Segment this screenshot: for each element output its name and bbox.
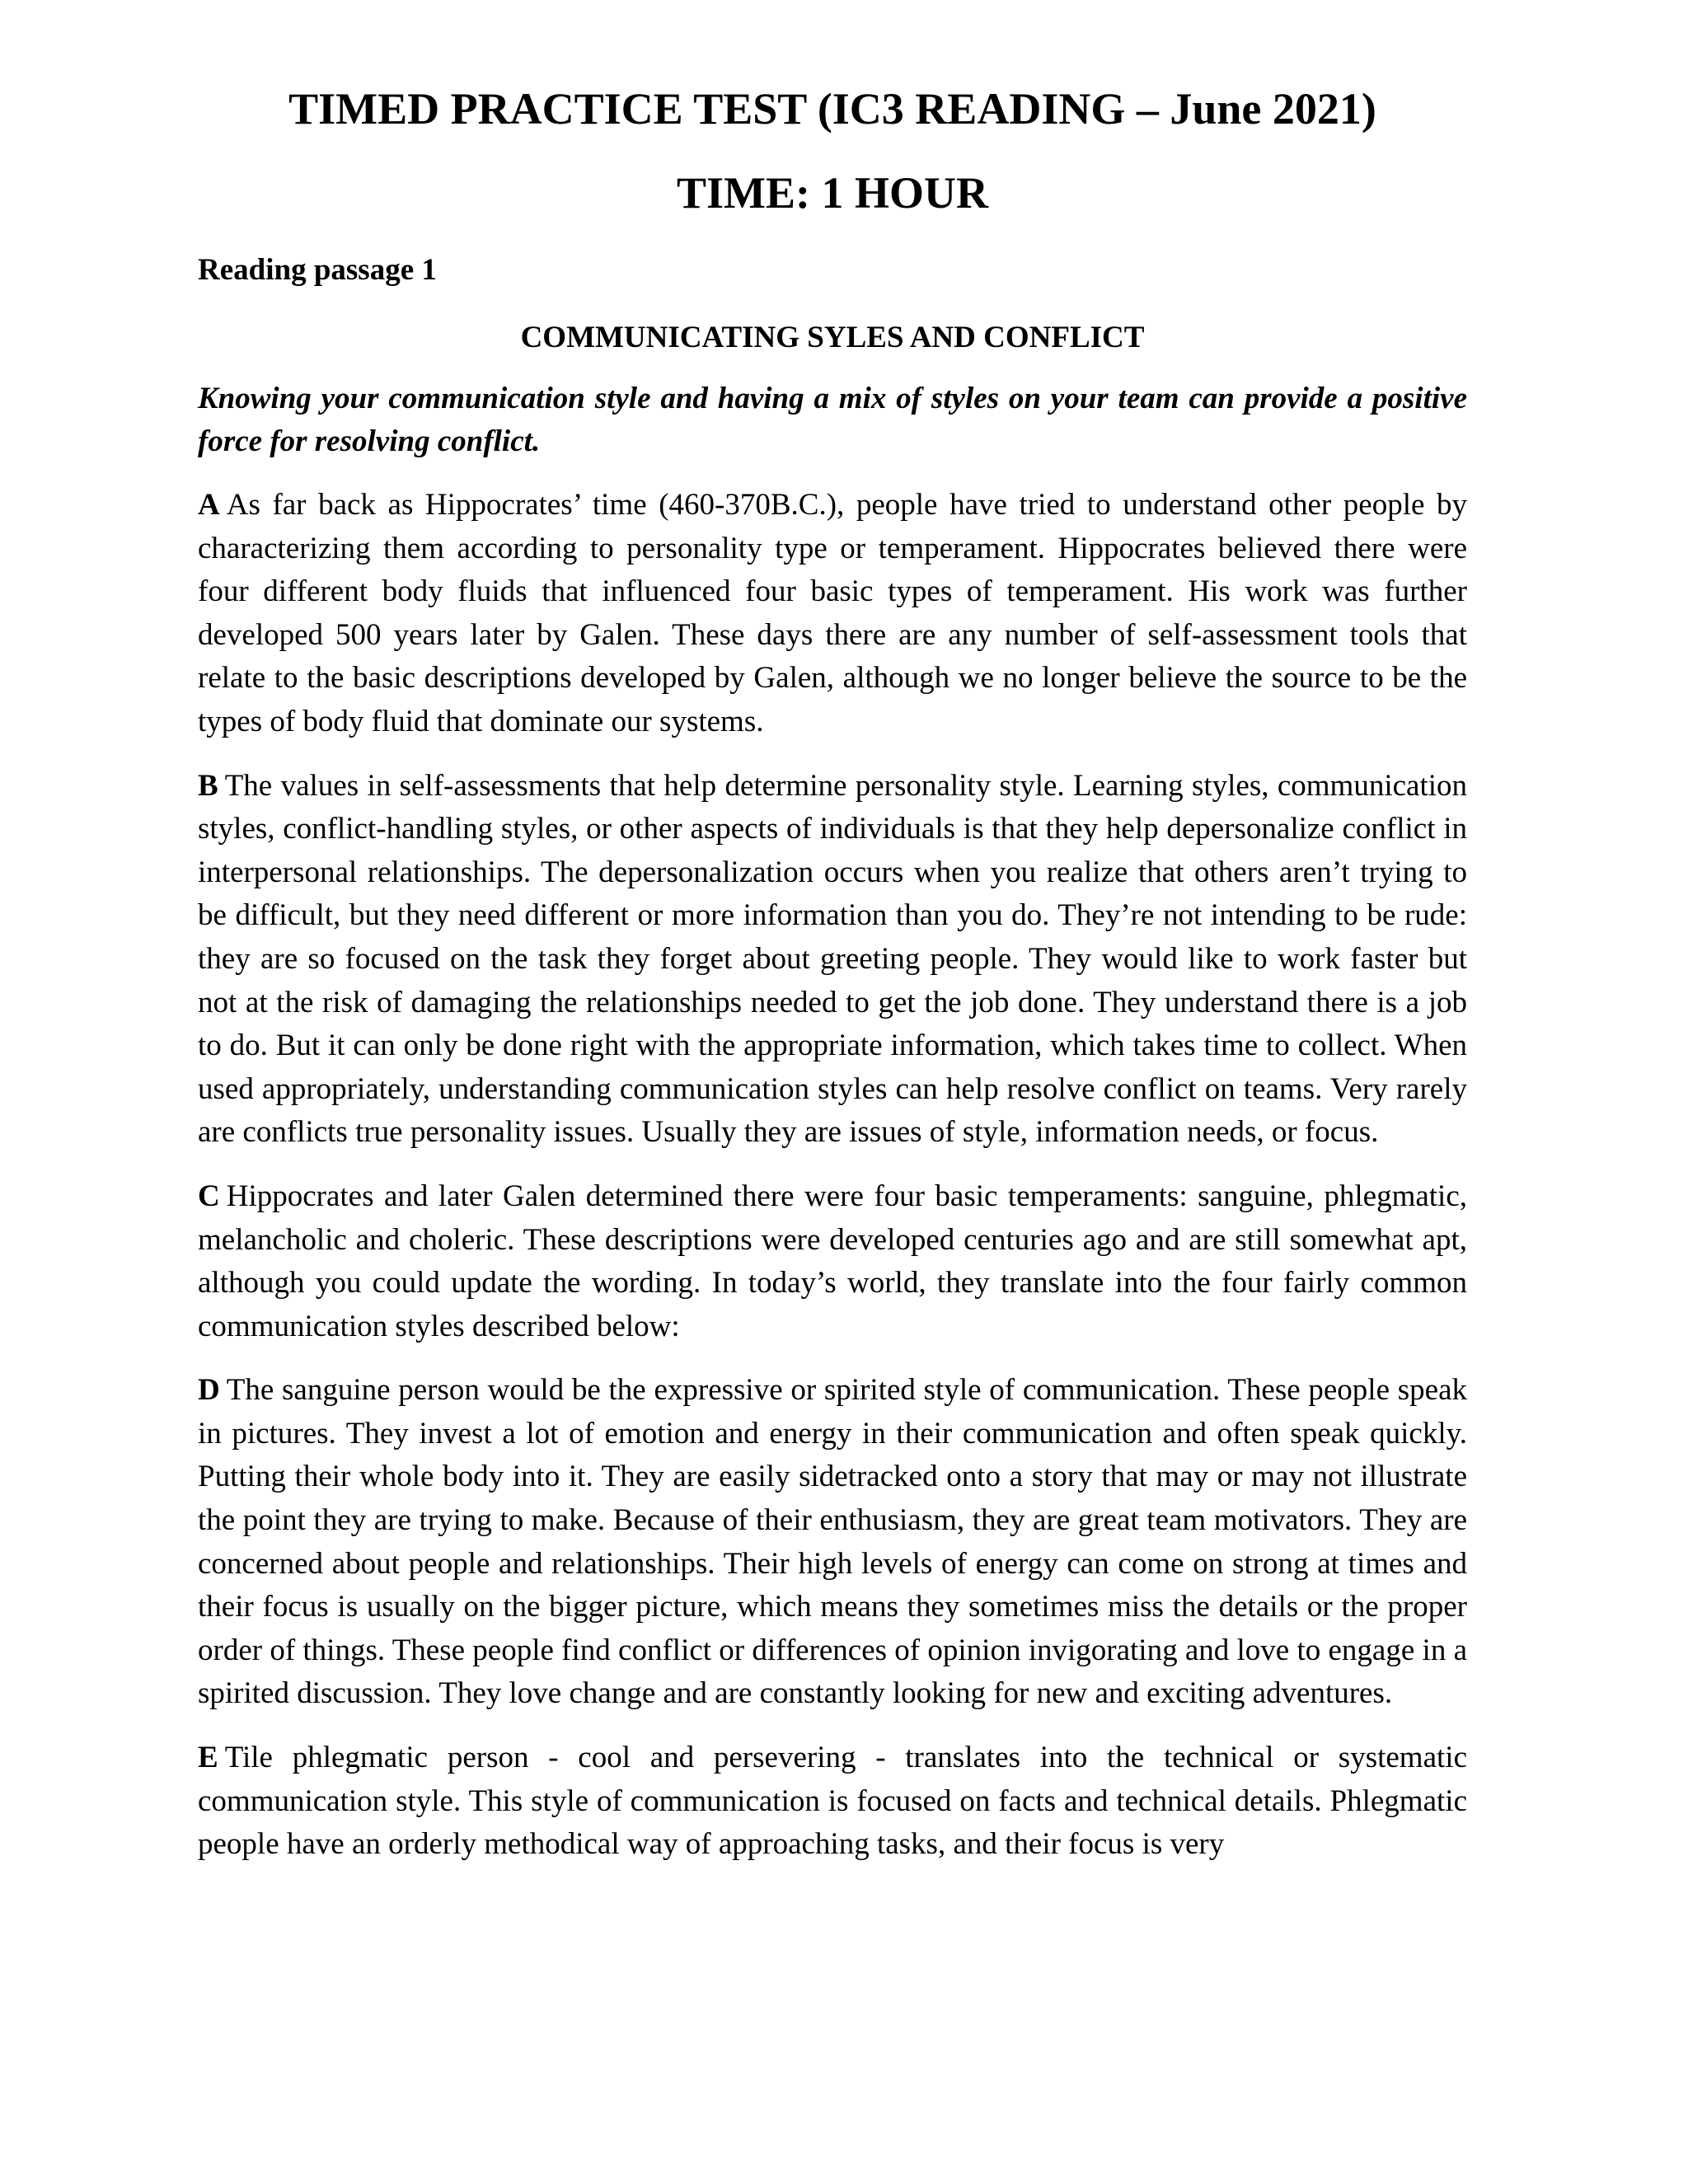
- passage-subtitle: Knowing your communication style and having a mix of styles on your team can provide a positive force for resolving conflict.: [198, 382, 1467, 458]
- test-time: TIME: 1 HOUR: [677, 168, 988, 218]
- paragraph-letter: A: [198, 488, 220, 522]
- paragraph-c: [198, 1175, 1467, 1348]
- paragraph-d: [198, 1369, 1467, 1716]
- paragraph-text: Hippocrates and later Galen determined there were four basic temperaments: sanguine, phlegmatic, melancholic and choleric. These descriptions were developed centuries ago and are still somewhat apt, although you could update the wording. In today’s world, they translate into the four fairly common communication styles described below:: [198, 1179, 1467, 1343]
- paragraph-text: As far back as Hippocrates’ time (460-370B.C.), people have tried to understand other people by characterizing them according to personality type or temperament. Hippocrates believed there were four different body fluids that influenced four basic types of temperament. His work was further developed 500 years later by Galen. These days there are any number of self-assessment tools that relate to the basic descriptions developed by Galen, although we no longer believe the source to be the types of body fluid that dominate our systems.: [198, 488, 1467, 738]
- paragraph-letter: B: [198, 768, 218, 803]
- paragraph-a: [198, 484, 1467, 744]
- paragraph-text: The values in self-assessments that help determine personality style. Learning styles, communication styles, conflict-handling styles, or other aspects of individuals is that they help depersonalize conflict in interpersonal relationships. The depersonalization occurs when you realize that others aren’t trying to be difficult, but they need different or more information than you do. They’re not intending to be rude: they are so focused on the task they forget about greeting people. They would like to work faster but not at the risk of damaging the relationships needed to get the job done. They understand there is a job to do. But it can only be done right with the appropriate information, which takes time to collect. When used appropriately, understanding communication styles can help resolve conflict on teams. Very rarely are conflicts true personality issues. Usually they are issues of style, information needs, or focus.: [198, 768, 1467, 1150]
- paragraph-text: The sanguine person would be the expressive or spirited style of communication. These people speak in pictures. They invest a lot of emotion and energy in their communication and often speak quickly. Putting their whole body into it. They are easily sidetracked onto a story that may or may not illustrate the point they are trying to make. Because of their enthusiasm, they are great team motivators. They are concerned about people and relationships. Their high levels of energy can come on strong at times and their focus is usually on the bigger picture, which means they sometimes miss the details or the proper order of things. These people find conflict or differences of opinion invigorating and love to engage in a spirited discussion. They love change and are constantly looking for new and exciting adventures.: [198, 1373, 1467, 1711]
- paragraph-e: [198, 1736, 1467, 1867]
- paragraph-b: [198, 765, 1467, 1155]
- paragraph-letter: E: [198, 1741, 218, 1775]
- test-title: TIMED PRACTICE TEST (IC3 READING – June 2021): [288, 84, 1376, 134]
- passage-heading: COMMUNICATING SYLES AND CONFLICT: [520, 321, 1145, 354]
- passage-label: Reading passage 1: [198, 253, 437, 287]
- document-page: [198, 82, 1467, 1867]
- paragraph-letter: D: [198, 1373, 220, 1408]
- paragraph-text: Tile phlegmatic person - cool and persevering - translates into the technical or systematic communication style. This style of communication is focused on facts and technical details. Phlegmatic people have an orderly methodical way of approaching tasks, and their focus is very: [198, 1741, 1467, 1862]
- paragraph-letter: C: [198, 1179, 220, 1213]
